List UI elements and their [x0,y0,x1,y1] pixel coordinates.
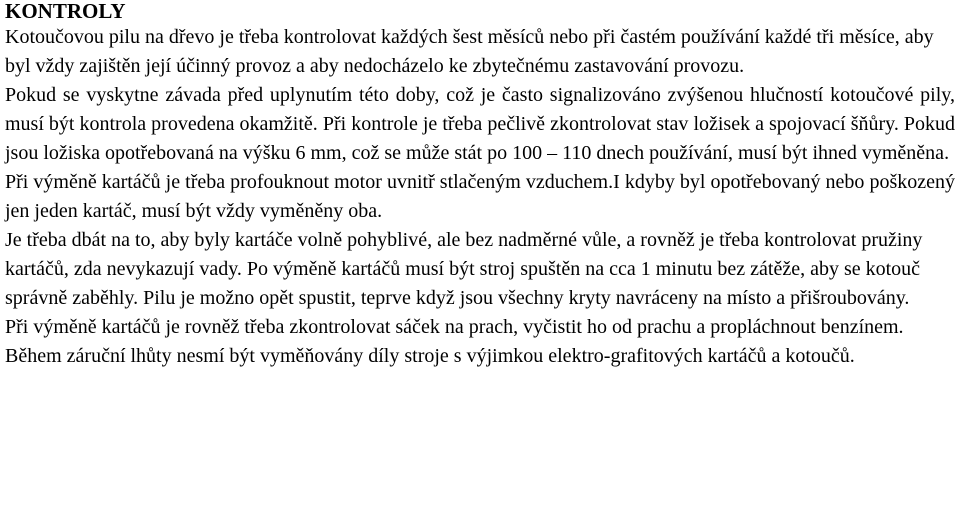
paragraph-dust-bag: Při výměně kartáčů je rovněž třeba zkontrolovat sáček na prach, vyčistit ho od prachu a propláchnout benzínem. [5,316,904,338]
paragraph-inspection-interval: Kotoučovou pilu na dřevo je třeba kontrolovat každých šest měsíců nebo při častém používání každé tři měsíce, aby byl vždy zajištěn její účinný provoz a aby nedocházelo ke zbytečnému zastavování provozu. [5,26,934,77]
paragraph-fault-inspection: Pokud se vyskytne závada před uplynutím této doby, což je často signalizováno zvýšenou hlučností kotoučové pily, musí být kontrola provedena okamžitě. Při kontrole je třeba pečlivě zkontrolovat stav ložisek a spojovací šňůry. Pokud jsou ložiska opotřebovaná na výšku 6 mm, což se může stát po 100 – 110 dnech používání, musí být ihned vyměněna. [5,84,955,164]
paragraph-brush-replacement: Při výměně kartáčů je třeba profouknout motor uvnitř stlačeným vzduchem.I kdyby byl opotřebovaný nebo poškozený jen jeden kartáč, musí být vždy vyměněny oba. [5,171,955,222]
paragraph-warranty: Během záruční lhůty nesmí být vyměňovány díly stroje s výjimkou elektro-grafitových kartáčů a kotoučů. [5,345,855,367]
document-page [5,0,955,371]
section-heading: KONTROLY [5,0,126,23]
paragraph-brush-care: Je třeba dbát na to, aby byly kartáče volně pohyblivé, ale bez nadměrné vůle, a rovněž je třeba kontrolovat pružiny kartáčů, zda nevykazují vady. Po výměně kartáčů musí být stroj spuštěn na cca 1 minutu bez zátěže, aby se kotouč správně zaběhly. Pilu je možno opět spustit, teprve když jsou všechny kryty navráceny na místo a přišroubovány. [5,229,923,309]
